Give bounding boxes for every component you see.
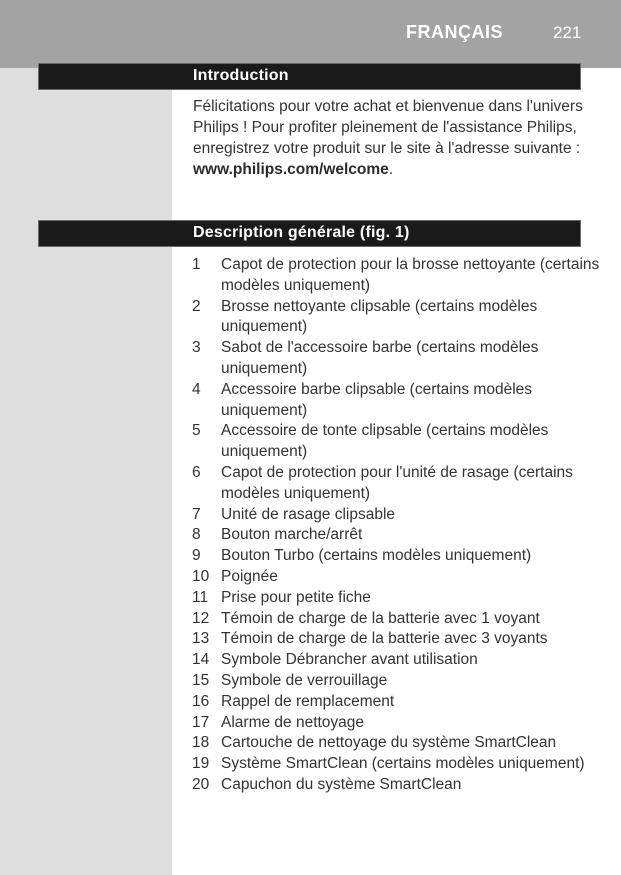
list-item <box>192 692 612 713</box>
item-number: 13 <box>192 630 210 648</box>
item-text: Témoin de charge de la batterie avec 1 voyant <box>221 609 540 627</box>
item-number: 17 <box>192 713 210 731</box>
item-number: 10 <box>192 567 210 585</box>
header-bar <box>0 0 621 68</box>
item-text: Alarme de nettoyage <box>221 713 365 731</box>
item-text: Accessoire barbe clipsable (certains modèles uniquement) <box>221 380 533 419</box>
item-number: 15 <box>192 671 210 689</box>
list-item <box>192 733 612 754</box>
item-number: 7 <box>192 505 201 523</box>
list-item <box>192 713 612 734</box>
list-item <box>192 380 612 422</box>
item-number: 18 <box>192 734 210 752</box>
item-text: Capot de protection pour la brosse nettoyante (certains modèles uniquement) <box>221 256 600 294</box>
item-text: Brosse nettoyante clipsable (certains modèles uniquement) <box>221 297 538 336</box>
list-item <box>192 775 612 796</box>
section-title-introduction: Introduction <box>193 67 289 84</box>
item-number: 4 <box>192 380 201 398</box>
item-text: Capuchon du système SmartClean <box>221 775 462 793</box>
list-item <box>192 567 612 588</box>
list-item <box>192 525 612 546</box>
item-number: 8 <box>192 526 201 544</box>
item-text: Témoin de charge de la batterie avec 3 voyants <box>221 630 548 648</box>
item-number: 1 <box>192 256 201 273</box>
language-label: FRANÇAIS <box>406 22 503 42</box>
introduction-trailing: . <box>388 161 394 178</box>
list-item <box>192 650 612 671</box>
item-number: 9 <box>192 547 201 565</box>
item-text: Système SmartClean (certains modèles uniquement) <box>221 755 585 773</box>
item-text: Unité de rasage clipsable <box>221 505 396 523</box>
item-text: Sabot de l'accessoire barbe (certains modèles uniquement) <box>221 339 539 377</box>
item-number: 6 <box>192 463 201 481</box>
item-number: 14 <box>192 651 210 669</box>
list-item <box>192 546 612 567</box>
item-text: Rappel de remplacement <box>221 692 395 710</box>
list-item <box>192 629 612 650</box>
list-item <box>192 463 612 505</box>
parts-list <box>192 255 612 796</box>
list-item <box>192 297 612 339</box>
introduction-text: Félicitations pour votre achat et bienvenue dans l'univers Philips ! Pour profiter pleinement de l'assistance Philips, enregistrez votre produit sur le site à l'adresse suivante : <box>193 98 583 157</box>
item-number: 19 <box>192 755 210 773</box>
item-number: 5 <box>192 422 201 440</box>
list-item <box>192 255 612 297</box>
introduction-paragraph <box>193 96 588 180</box>
item-text: Poignée <box>221 567 278 585</box>
item-text: Bouton Turbo (certains modèles uniquement) <box>221 547 532 565</box>
list-item <box>192 421 612 463</box>
list-item <box>192 338 612 380</box>
list-item <box>192 588 612 609</box>
item-number: 20 <box>192 775 210 793</box>
item-text: Prise pour petite fiche <box>221 588 371 606</box>
item-text: Cartouche de nettoyage du système SmartClean <box>221 734 557 752</box>
list-item <box>192 609 612 630</box>
section-title-description: Description générale (fig. 1) <box>193 224 410 241</box>
list-item <box>192 505 612 526</box>
item-text: Bouton marche/arrêt <box>221 526 363 544</box>
item-text: Symbole de verrouillage <box>221 671 388 689</box>
section-bar-introduction <box>38 63 581 90</box>
philips-url: www.philips.com/welcome <box>193 161 389 178</box>
item-text: Symbole Débrancher avant utilisation <box>221 651 478 669</box>
item-number: 11 <box>192 588 209 606</box>
left-margin-column <box>0 68 172 875</box>
list-item <box>192 671 612 692</box>
item-text: Accessoire de tonte clipsable (certains modèles uniquement) <box>221 422 549 461</box>
list-item <box>192 754 612 775</box>
item-number: 2 <box>192 297 201 315</box>
item-text: Capot de protection pour l'unité de rasage (certains modèles uniquement) <box>221 463 573 502</box>
item-number: 3 <box>192 339 201 357</box>
item-number: 12 <box>192 609 210 627</box>
item-number: 16 <box>192 692 210 710</box>
page-number: 221 <box>553 23 582 42</box>
